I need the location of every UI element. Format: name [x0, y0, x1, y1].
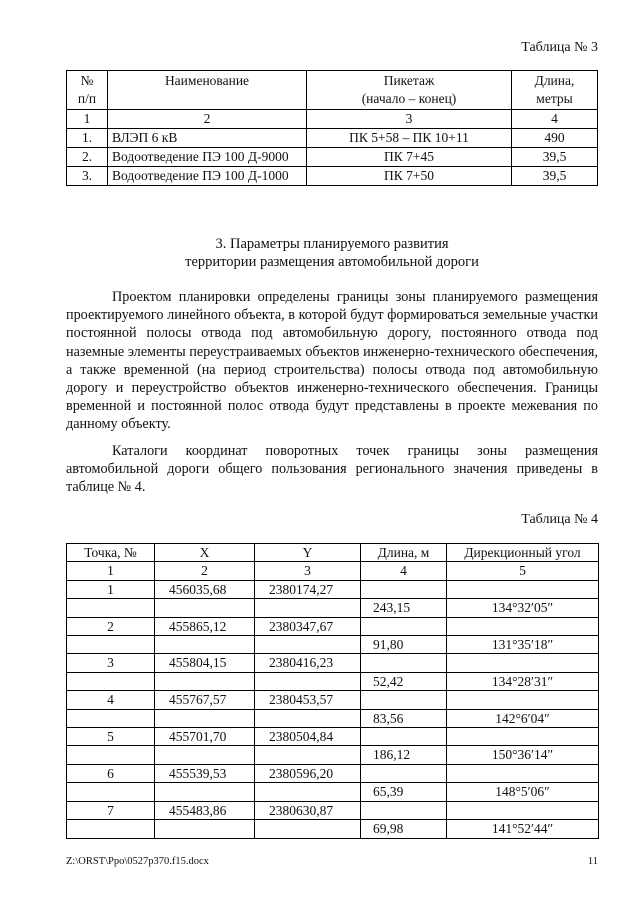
length-cell: 243,15 [361, 599, 447, 617]
empty-x-cell [155, 636, 255, 654]
row-length: 39,5 [512, 148, 598, 167]
table4-header-point: Точка, № [67, 544, 155, 562]
angle-cell: 148°5′06″ [447, 783, 599, 801]
table3-header-name: Наименование [108, 71, 307, 110]
empty-angle-cell [447, 764, 599, 782]
table3 [66, 70, 598, 186]
empty-point-cell [67, 783, 155, 801]
row-picket: ПК 7+50 [307, 167, 512, 186]
row-num: 2. [67, 148, 108, 167]
length-cell: 69,98 [361, 820, 447, 838]
y-cell: 2380630,87 [255, 801, 361, 819]
empty-length-cell [361, 580, 447, 598]
angle-cell: 134°32′05″ [447, 599, 599, 617]
table4-body [67, 580, 599, 838]
table-row [67, 167, 598, 186]
section-title-line2: территории размещения автомобильной дороги [185, 254, 479, 270]
colnum-cell: 4 [361, 562, 447, 580]
colnum-cell: 4 [512, 110, 598, 129]
x-cell: 455701,70 [155, 728, 255, 746]
empty-x-cell [155, 820, 255, 838]
empty-y-cell [255, 672, 361, 690]
segment-row [67, 746, 599, 764]
point-row [67, 801, 599, 819]
empty-x-cell [155, 599, 255, 617]
empty-point-cell [67, 746, 155, 764]
angle-cell: 142°6′04″ [447, 709, 599, 727]
table4-header-row [67, 544, 599, 562]
empty-angle-cell [447, 654, 599, 672]
table4-header-y: Y [255, 544, 361, 562]
x-cell: 455483,86 [155, 801, 255, 819]
table-row [67, 148, 598, 167]
angle-cell: 141°52′44″ [447, 820, 599, 838]
empty-angle-cell [447, 580, 599, 598]
length-cell: 52,42 [361, 672, 447, 690]
segment-row [67, 709, 599, 727]
empty-y-cell [255, 783, 361, 801]
angle-cell: 131°35′18″ [447, 636, 599, 654]
angle-cell: 150°36′14″ [447, 746, 599, 764]
length-cell: 65,39 [361, 783, 447, 801]
table3-header-num [67, 71, 108, 110]
empty-point-cell [67, 636, 155, 654]
header-num-line1: № [80, 73, 94, 88]
empty-length-cell [361, 691, 447, 709]
row-name: ВЛЭП 6 кВ [108, 129, 307, 148]
empty-x-cell [155, 746, 255, 764]
segment-row [67, 783, 599, 801]
segment-row [67, 672, 599, 690]
table4-header-x: X [155, 544, 255, 562]
footer-file-path: Z:\ORST\Ppo\0527p370.f15.docx [66, 856, 209, 867]
x-cell: 455865,12 [155, 617, 255, 635]
empty-y-cell [255, 709, 361, 727]
colnum-cell: 1 [67, 562, 155, 580]
x-cell: 455539,53 [155, 764, 255, 782]
colnum-cell: 5 [447, 562, 599, 580]
empty-x-cell [155, 783, 255, 801]
empty-x-cell [155, 709, 255, 727]
point-cell: 1 [67, 580, 155, 598]
point-cell: 2 [67, 617, 155, 635]
table3-header-picket [307, 71, 512, 110]
table3-header-length [512, 71, 598, 110]
point-cell: 4 [67, 691, 155, 709]
length-cell: 91,80 [361, 636, 447, 654]
table3-caption: Таблица № 3 [521, 40, 598, 55]
paragraph-catalog: Каталоги координат поворотных точек границы зоны размещения автомобильной дороги общего пользования регионального значения приведены в таблице № 4. [66, 443, 598, 496]
row-length: 490 [512, 129, 598, 148]
point-row [67, 580, 599, 598]
colnum-cell: 2 [155, 562, 255, 580]
y-cell: 2380416,23 [255, 654, 361, 672]
empty-point-cell [67, 599, 155, 617]
table3-header-row [67, 71, 598, 110]
point-cell: 6 [67, 764, 155, 782]
empty-point-cell [67, 709, 155, 727]
row-name: Водоотведение ПЭ 100 Д-1000 [108, 167, 307, 186]
row-num: 1. [67, 129, 108, 148]
segment-row [67, 599, 599, 617]
table4-header-length: Длина, м [361, 544, 447, 562]
table-row [67, 129, 598, 148]
header-num-line2: п/п [77, 91, 97, 106]
empty-point-cell [67, 820, 155, 838]
header-length-line2: метры [536, 91, 573, 106]
angle-cell: 134°28′31″ [447, 672, 599, 690]
y-cell: 2380453,57 [255, 691, 361, 709]
y-cell: 2380504,84 [255, 728, 361, 746]
table3-colnum-row [67, 110, 598, 129]
empty-angle-cell [447, 728, 599, 746]
segment-row [67, 636, 599, 654]
y-cell: 2380174,27 [255, 580, 361, 598]
section-title-line1: 3. Параметры планируемого развития [215, 236, 449, 252]
colnum-cell: 3 [307, 110, 512, 129]
empty-y-cell [255, 636, 361, 654]
point-row [67, 728, 599, 746]
header-picket-line2: (начало – конец) [361, 91, 457, 106]
colnum-cell: 1 [67, 110, 108, 129]
header-picket-line1: Пикетаж [383, 73, 435, 88]
row-name: Водоотведение ПЭ 100 Д-9000 [108, 148, 307, 167]
row-num: 3. [67, 167, 108, 186]
point-row [67, 617, 599, 635]
point-row [67, 654, 599, 672]
length-cell: 186,12 [361, 746, 447, 764]
row-length: 39,5 [512, 167, 598, 186]
point-row [67, 691, 599, 709]
table4-caption: Таблица № 4 [521, 512, 598, 527]
empty-angle-cell [447, 801, 599, 819]
x-cell: 456035,68 [155, 580, 255, 598]
point-cell: 7 [67, 801, 155, 819]
empty-y-cell [255, 599, 361, 617]
colnum-cell: 3 [255, 562, 361, 580]
empty-length-cell [361, 617, 447, 635]
segment-row [67, 820, 599, 838]
colnum-cell: 2 [108, 110, 307, 129]
table4-colnum-row [67, 562, 599, 580]
y-cell: 2380347,67 [255, 617, 361, 635]
table4 [66, 543, 599, 839]
empty-x-cell [155, 672, 255, 690]
point-row [67, 764, 599, 782]
x-cell: 455804,15 [155, 654, 255, 672]
empty-angle-cell [447, 617, 599, 635]
table4-header-angle: Дирекционный угол [447, 544, 599, 562]
empty-angle-cell [447, 691, 599, 709]
footer-page-number: 11 [587, 856, 598, 867]
header-length-line1: Длина, [534, 73, 575, 88]
point-cell: 3 [67, 654, 155, 672]
empty-point-cell [67, 672, 155, 690]
x-cell: 455767,57 [155, 691, 255, 709]
empty-length-cell [361, 654, 447, 672]
length-cell: 83,56 [361, 709, 447, 727]
empty-y-cell [255, 820, 361, 838]
empty-length-cell [361, 801, 447, 819]
row-picket: ПК 5+58 – ПК 10+11 [307, 129, 512, 148]
point-cell: 5 [67, 728, 155, 746]
paragraph-planning: Проектом планировки определены границы зоны планируемого размещения проектируемого линейного объекта, в которой будут формироваться земельные участки постоянной полосы отвода под автомобильную дорогу, постоянного отвода под наземные элементы переустраиваемых объектов инженерно-технического обеспечения, а также временной (на период строительства) полосы отвода под автомобильную дорогу и переустройство объектов инженерно-технического обеспечения. Границы временной и постоянной полос отвода будут представлены в проекте межевания по данному объекту. [66, 289, 598, 433]
empty-length-cell [361, 728, 447, 746]
y-cell: 2380596,20 [255, 764, 361, 782]
empty-length-cell [361, 764, 447, 782]
empty-y-cell [255, 746, 361, 764]
row-picket: ПК 7+45 [307, 148, 512, 167]
